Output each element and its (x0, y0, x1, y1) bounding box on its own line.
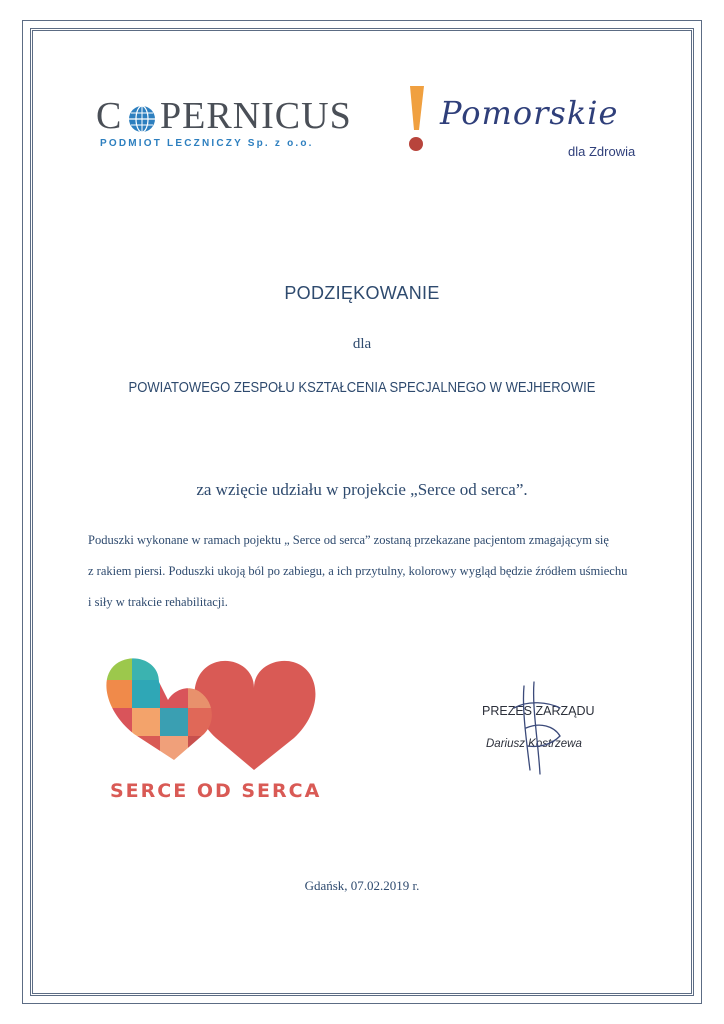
pomorskie-wordmark: Pomorskie (440, 94, 619, 132)
exclamation-mark-icon (404, 84, 428, 154)
copernicus-letters: PERNICUS (160, 95, 352, 137)
body-line: Poduszki wykonane w ramach pojektu „ Serce od serca” zostaną przekazane pacjentom zmagającym się (88, 533, 609, 547)
serce-od-serca-logo (104, 652, 334, 812)
body-line: z rakiem piersi. Poduszki ukoją ból po zabiegu, a ich przytulny, kolorowy wygląd będzie źródłem uśmiechu (88, 564, 628, 578)
place-and-date: Gdańsk, 07.02.2019 r. (304, 878, 420, 893)
copernicus-subtitle: PODMIOT LECZNICZY Sp. z o.o. (100, 138, 314, 149)
copernicus-letter-c: C (96, 95, 123, 137)
globe-icon (126, 103, 158, 135)
for-label: dla (352, 336, 372, 352)
signatory-name: Dariusz Kostrzewa (486, 738, 582, 750)
body-line: i siły w trakcie rehabilitacji. (88, 595, 228, 609)
certificate-title: PODZIĘKOWANIE (284, 283, 440, 303)
inner-border (30, 28, 694, 996)
signatory-role: PREZES ZARZĄDU (482, 704, 595, 718)
hearts-icon (104, 652, 334, 777)
recipient-name: POWIATOWEGO ZESPOŁU KSZTAŁCENIA SPECJALNEGO W WEJHEROWIE (128, 380, 596, 396)
pomorskie-logo (404, 84, 654, 164)
handwritten-signature (504, 678, 564, 778)
reason-line: za wzięcie udziału w projekcie „Serce od serca”. (196, 480, 528, 499)
signature-block (478, 702, 628, 782)
pomorskie-subtitle: dla Zdrowia (568, 144, 636, 159)
serce-od-serca-label: SERCE OD SERCA (110, 780, 322, 802)
body-paragraph (88, 525, 648, 618)
